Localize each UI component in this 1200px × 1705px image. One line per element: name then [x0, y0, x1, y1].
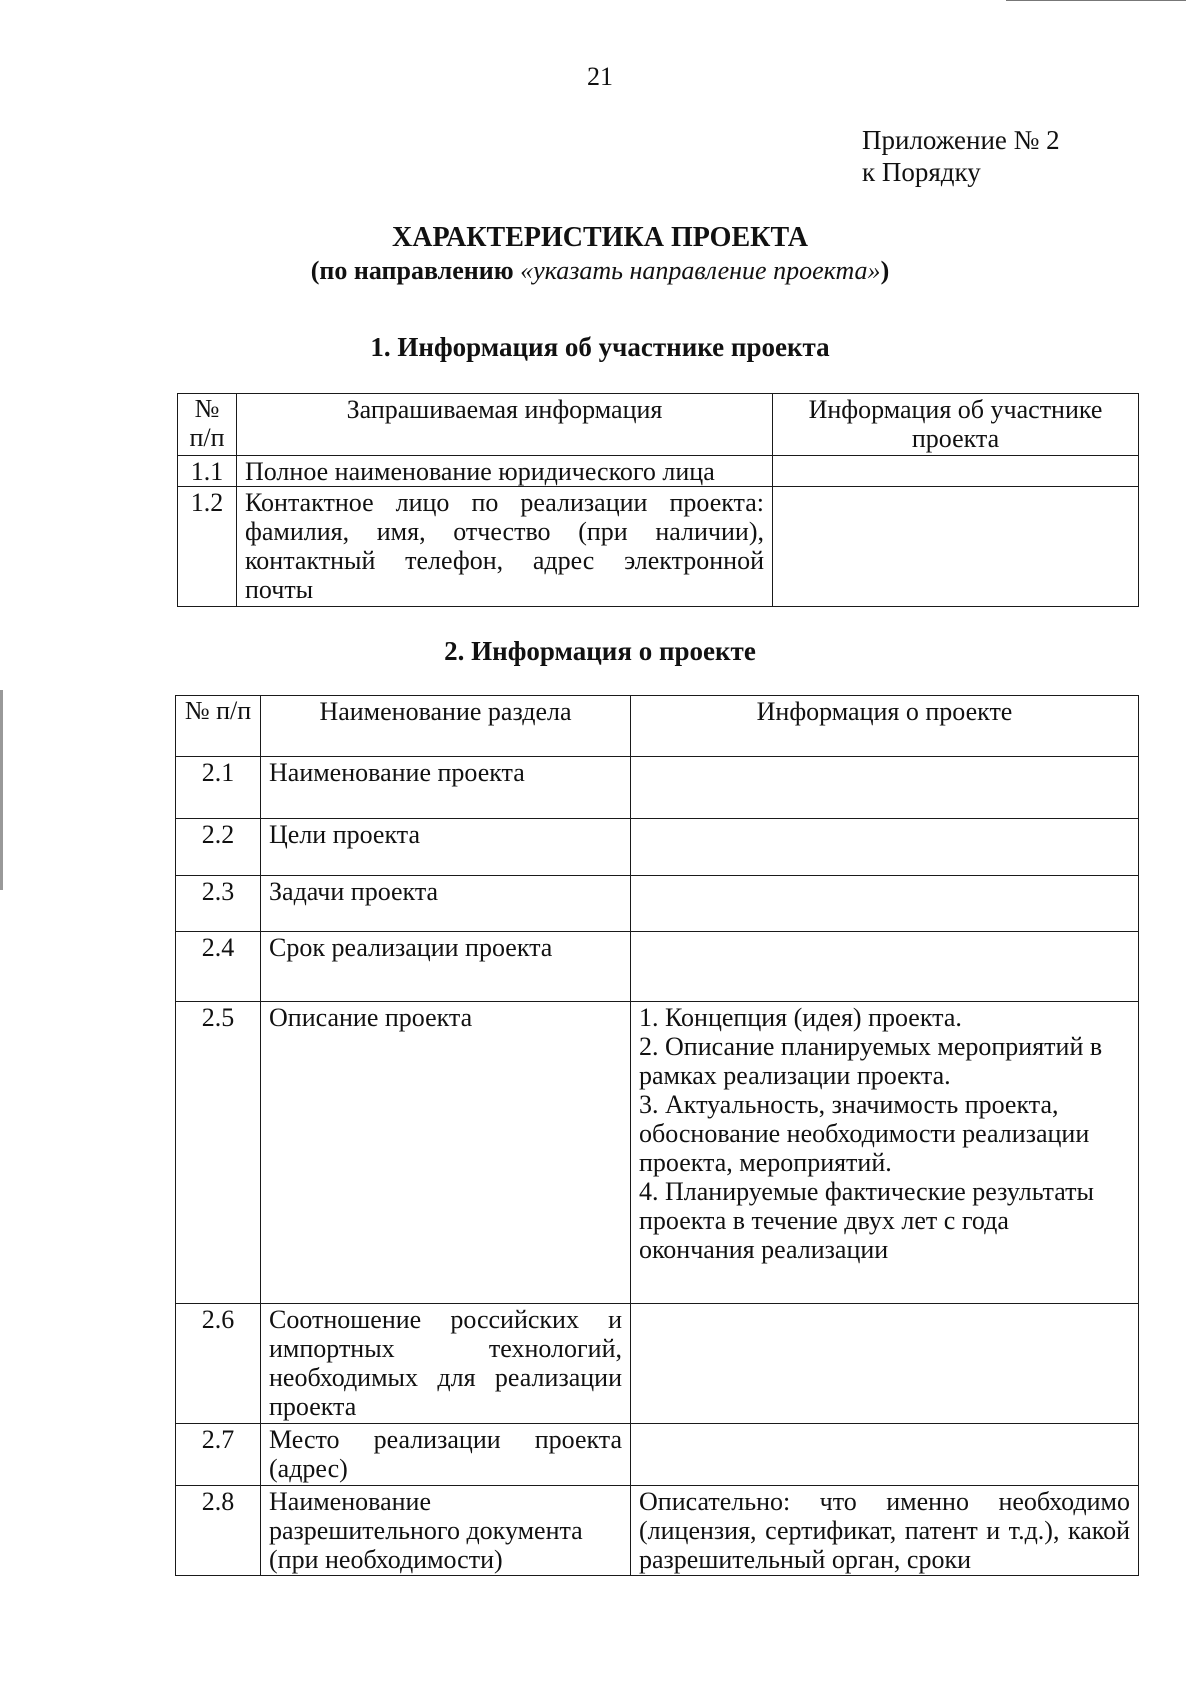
row-number: 2.7	[176, 1424, 261, 1486]
subtitle-placeholder: «указать направление проекта»	[520, 256, 881, 285]
row-label: Место реализации проекта (адрес)	[261, 1424, 631, 1486]
document-title: ХАРАКТЕРИСТИКА ПРОЕКТА	[392, 222, 808, 253]
row-label: Цели проекта	[261, 819, 631, 876]
document-subtitle	[0, 256, 1200, 286]
section-1-heading: 1. Информация об участнике проекта	[370, 332, 830, 362]
row-label: Контактное лицо по реализации проекта: фамилия, имя, отчество (при наличии), контактный телефон, адрес электронной почты	[237, 487, 773, 607]
table-row	[176, 757, 1139, 819]
header-number: № п/п	[176, 696, 261, 757]
section-2-heading: 2. Информация о проекте	[444, 636, 756, 666]
table-row	[176, 1486, 1139, 1576]
table-row	[176, 876, 1139, 932]
appendix-line: Приложение № 2	[862, 125, 1060, 155]
project-info-table	[175, 695, 1139, 1576]
row-label: Наименование разрешительного документа (при необходимости)	[261, 1486, 631, 1576]
row-value	[631, 1002, 1139, 1304]
row-number: 2.4	[176, 932, 261, 1002]
row-value	[631, 1304, 1139, 1424]
table-row	[178, 456, 1139, 487]
table-row	[176, 932, 1139, 1002]
row-number: 2.8	[176, 1486, 261, 1576]
description-item: 4. Планируемые фактические результаты проекта в течение двух лет с года окончания реализации	[639, 1177, 1094, 1264]
row-value	[631, 932, 1139, 1002]
row-number: 2.3	[176, 876, 261, 932]
row-number: 2.1	[176, 757, 261, 819]
header-participant-info: Информация об участнике проекта	[773, 394, 1139, 456]
table-row	[176, 1002, 1139, 1304]
row-value	[631, 819, 1139, 876]
participant-info-table	[177, 393, 1139, 607]
row-number: 1.1	[178, 456, 237, 487]
header-number: № п/п	[178, 394, 237, 456]
header-project-info: Информация о проекте	[631, 696, 1139, 757]
subtitle-suffix: )	[880, 256, 890, 285]
page-number: 21	[587, 62, 613, 91]
row-label: Соотношение российских и импортных технологий, необходимых для реализации проекта	[261, 1304, 631, 1424]
header-requested-info: Запрашиваемая информация	[237, 394, 773, 456]
scan-margin-mark	[0, 690, 3, 890]
table-row	[176, 1424, 1139, 1486]
row-value: Описательно: что именно необходимо (лицензия, сертификат, патент и т.д.), какой разрешительный орган, сроки	[631, 1486, 1139, 1576]
row-number: 2.2	[176, 819, 261, 876]
scan-edge-mark	[1006, 0, 1186, 1]
appendix-line: к Порядку	[862, 157, 981, 187]
table-header-row	[178, 394, 1139, 456]
row-number: 2.6	[176, 1304, 261, 1424]
row-number: 2.5	[176, 1002, 261, 1304]
table-row	[178, 487, 1139, 607]
row-label: Задачи проекта	[261, 876, 631, 932]
row-label: Полное наименование юридического лица	[237, 456, 773, 487]
table-row	[176, 1304, 1139, 1424]
appendix-reference	[862, 124, 1060, 188]
header-section-name: Наименование раздела	[261, 696, 631, 757]
description-item: 3. Актуальность, значимость проекта, обоснование необходимости реализации проекта, мероприятий.	[639, 1090, 1090, 1177]
table-row	[176, 819, 1139, 876]
row-label: Срок реализации проекта	[261, 932, 631, 1002]
table-header-row	[176, 696, 1139, 757]
row-number: 1.2	[178, 487, 237, 607]
description-item: 2. Описание планируемых мероприятий в рамках реализации проекта.	[639, 1032, 1103, 1090]
subtitle-prefix: (по направлению	[310, 256, 521, 285]
description-item: 1. Концепция (идея) проекта.	[639, 1003, 962, 1032]
row-label: Наименование проекта	[261, 757, 631, 819]
row-value	[631, 1424, 1139, 1486]
row-label: Описание проекта	[261, 1002, 631, 1304]
row-value	[631, 757, 1139, 819]
row-value	[773, 487, 1139, 607]
row-value	[773, 456, 1139, 487]
row-value	[631, 876, 1139, 932]
